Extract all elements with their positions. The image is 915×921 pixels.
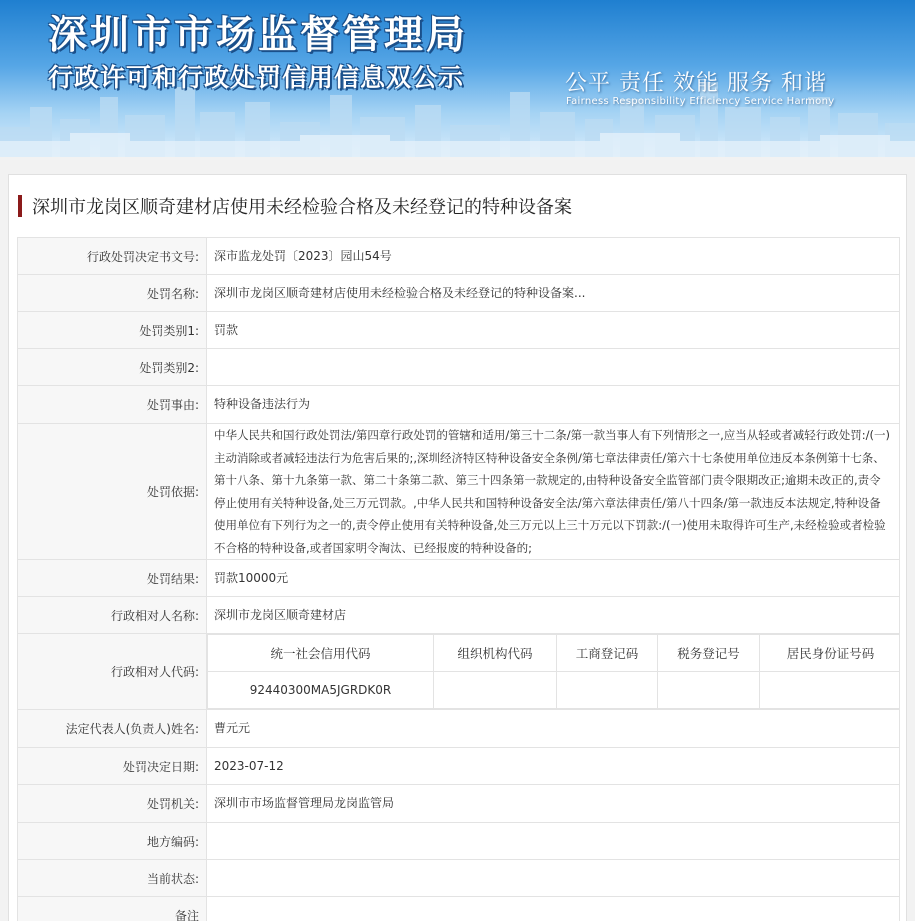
code-value-id	[760, 672, 900, 709]
code-value-business	[557, 672, 658, 709]
row-doc-no	[18, 238, 900, 275]
label-legal-rep: 法定代表人(负责人)姓名:	[18, 710, 207, 748]
label-penalty-type1: 处罚类别1:	[18, 312, 207, 349]
row-party-code	[18, 634, 900, 710]
banner-subtitle: 行政许可和行政处罚信用信息双公示	[48, 63, 465, 92]
case-title	[18, 193, 572, 219]
value-decision-date	[207, 748, 900, 785]
value-authority	[207, 785, 900, 823]
party-code-header-row	[208, 635, 900, 672]
banner-motto-english: Fairness Responsibility Efficiency Service Harmony	[566, 96, 835, 107]
value-status	[207, 860, 900, 897]
row-penalty-name	[18, 275, 900, 312]
header-banner	[0, 0, 915, 157]
code-value-org	[434, 672, 557, 709]
value-local-code	[207, 823, 900, 860]
case-info-table	[17, 237, 900, 921]
label-remark: 备注	[18, 897, 207, 921]
code-value-credit: 92440300MA5JGRDK0R	[208, 672, 434, 709]
label-doc-no: 行政处罚决定书文号:	[18, 238, 207, 275]
row-legal-rep	[18, 710, 900, 748]
value-decision-date-text: 2023-07-12	[214, 758, 284, 773]
code-header-credit: 统一社会信用代码	[208, 635, 434, 672]
label-status: 当前状态:	[18, 860, 207, 897]
row-penalty-result	[18, 560, 900, 597]
value-penalty-name-text: 深圳市龙岗区顺奇建材店使用未经检验合格及未经登记的特种设备案...	[214, 285, 586, 300]
value-legal-rep	[207, 710, 900, 748]
case-detail-panel	[8, 174, 907, 921]
code-header-org: 组织机构代码	[434, 635, 557, 672]
label-penalty-basis: 处罚依据:	[18, 424, 207, 560]
value-penalty-name	[207, 275, 900, 312]
row-penalty-basis	[18, 424, 900, 560]
banner-motto: 公平 责任 效能 服务 和谐	[565, 71, 827, 96]
value-remark	[207, 897, 900, 921]
label-penalty-result: 处罚结果:	[18, 560, 207, 597]
value-doc-no	[207, 238, 900, 275]
row-penalty-reason	[18, 386, 900, 424]
row-local-code	[18, 823, 900, 860]
value-doc-no-text: 深市监龙处罚〔2023〕园山54号	[214, 248, 392, 263]
value-penalty-type1-text: 罚款	[214, 322, 239, 337]
label-party-code: 行政相对人代码:	[18, 634, 207, 710]
label-party-name: 行政相对人名称:	[18, 597, 207, 634]
row-authority	[18, 785, 900, 823]
code-value-tax	[658, 672, 760, 709]
value-legal-rep-text: 曹元元	[214, 721, 251, 736]
row-status	[18, 860, 900, 897]
value-penalty-reason-text: 特种设备违法行为	[214, 397, 311, 412]
party-code-value-row	[208, 672, 900, 709]
code-header-id: 居民身份证号码	[760, 635, 900, 672]
code-header-tax: 税务登记号	[658, 635, 760, 672]
label-authority: 处罚机关:	[18, 785, 207, 823]
code-header-business: 工商登记码	[557, 635, 658, 672]
label-penalty-reason: 处罚事由:	[18, 386, 207, 424]
value-penalty-type1	[207, 312, 900, 349]
party-code-cell	[207, 634, 900, 710]
label-decision-date: 处罚决定日期:	[18, 748, 207, 785]
value-party-name	[207, 597, 900, 634]
row-penalty-type1	[18, 312, 900, 349]
case-title-text: 深圳市龙岗区顺奇建材店使用未经检验合格及未经登记的特种设备案	[32, 197, 572, 218]
value-penalty-result	[207, 560, 900, 597]
row-decision-date	[18, 748, 900, 785]
label-penalty-type2: 处罚类别2:	[18, 349, 207, 386]
label-local-code: 地方编码:	[18, 823, 207, 860]
value-penalty-result-text: 罚款10000元	[214, 570, 289, 585]
value-party-name-text: 深圳市龙岗区顺奇建材店	[214, 607, 347, 622]
party-code-table	[207, 634, 900, 709]
row-penalty-type2	[18, 349, 900, 386]
row-party-name	[18, 597, 900, 634]
value-penalty-type2	[207, 349, 900, 386]
banner-title: 深圳市市场监督管理局	[48, 13, 469, 58]
value-authority-text: 深圳市市场监督管理局龙岗监管局	[214, 796, 395, 811]
label-penalty-name: 处罚名称:	[18, 275, 207, 312]
value-penalty-basis: 中华人民共和国行政处罚法/第四章行政处罚的管辖和适用/第三十二条/第一款当事人有下列情形之一,应当从轻或者减轻行政处罚:/(一)主动消除或者减轻违法行为危害后果的;,深圳经济特区特种设备安全条例/第七章法律责任/第六十七条使用单位违反本条例第十七条、第十八条、第十九条第一款、第二十条第二款、第三十四条第一款规定的,由特种设备安全监管部门责令限期改正;逾期未改正的,责令停止使用有关特种设备,处三万元罚款。,中华人民共和国特种设备安全法/第六章法律责任/第八十四条/第一款违反本法规定,特种设备使用单位有下列行为之一的,责令停止使用有关特种设备,处三万元以上三十万元以下罚款:/(一)使用未取得许可生产,未经检验或者检验不合格的特种设备,或者国家明令淘汰、已经报废的特种设备的;	[207, 424, 900, 560]
row-remark	[18, 897, 900, 921]
value-penalty-reason	[207, 386, 900, 424]
title-accent-bar	[18, 195, 22, 217]
